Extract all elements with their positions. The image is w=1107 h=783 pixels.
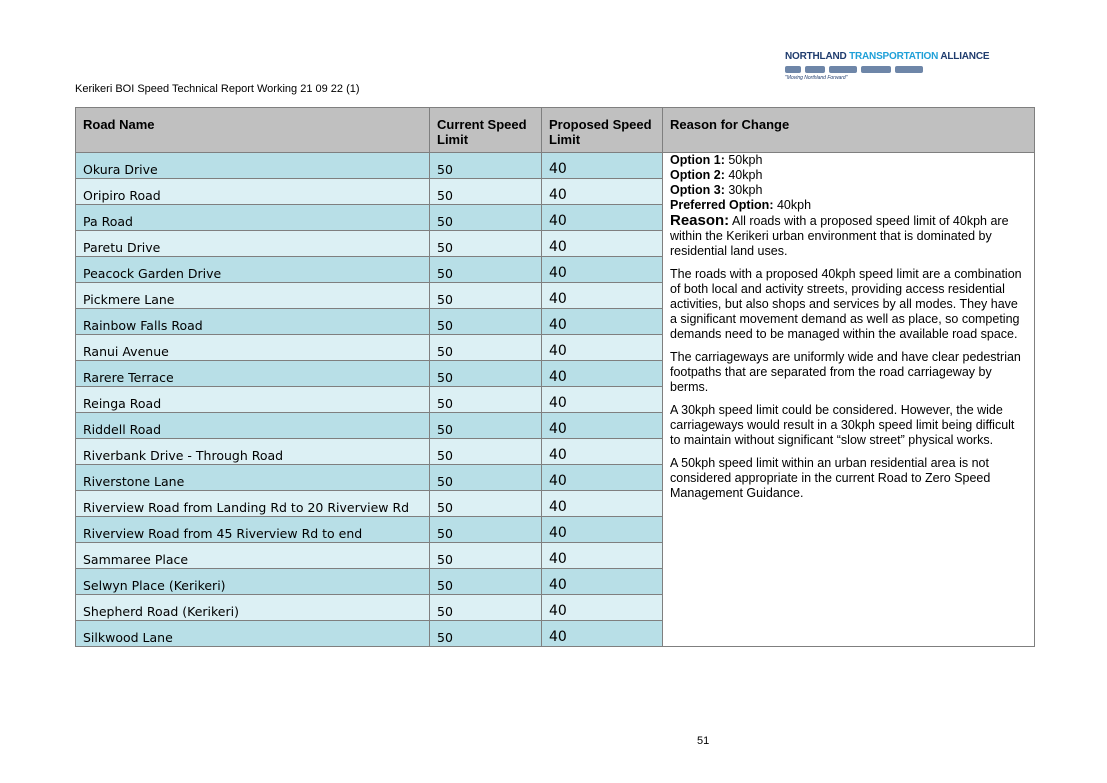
road-name-cell: Peacock Garden Drive [76,257,430,283]
road-name-cell: Silkwood Lane [76,621,430,647]
road-name-cell: Rainbow Falls Road [76,309,430,335]
proposed-speed-cell: 40 [542,361,663,387]
logo-tagline: "Moving Northland Forward" [785,75,848,81]
proposed-speed-cell: 40 [542,569,663,595]
current-speed-cell: 50 [430,413,542,439]
road-name-cell: Riverstone Lane [76,465,430,491]
page-number: 51 [697,735,710,747]
road-name-cell: Riddell Road [76,413,430,439]
road-name-cell: Okura Drive [76,153,430,179]
road-name-cell: Reinga Road [76,387,430,413]
proposed-speed-cell: 40 [542,439,663,465]
road-name-cell: Paretu Drive [76,231,430,257]
proposed-speed-cell: 40 [542,309,663,335]
current-speed-cell: 50 [430,231,542,257]
current-speed-cell: 50 [430,517,542,543]
current-speed-cell: 50 [430,257,542,283]
current-speed-cell: 50 [430,569,542,595]
current-speed-cell: 50 [430,387,542,413]
proposed-speed-cell: 40 [542,465,663,491]
table-row [76,153,1035,179]
proposed-speed-cell: 40 [542,179,663,205]
road-name-cell: Riverbank Drive - Through Road [76,439,430,465]
road-name-cell: Sammaree Place [76,543,430,569]
proposed-speed-cell: 40 [542,491,663,517]
current-speed-cell: 50 [430,595,542,621]
road-name-cell: Riverview Road from 45 Riverview Rd to end [76,517,430,543]
road-name-cell: Oripiro Road [76,179,430,205]
proposed-speed-cell: 40 [542,205,663,231]
proposed-speed-cell: 40 [542,543,663,569]
proposed-speed-cell: 40 [542,231,663,257]
header-reason: Reason for Change [663,108,1035,153]
current-speed-cell: 50 [430,439,542,465]
current-speed-cell: 50 [430,621,542,647]
proposed-speed-cell: 40 [542,153,663,179]
table-header-row [76,108,1035,153]
partner-logos [785,64,953,74]
proposed-speed-cell: 40 [542,621,663,647]
road-name-cell: Shepherd Road (Kerikeri) [76,595,430,621]
proposed-speed-cell: 40 [542,387,663,413]
logo-title: NORTHLAND TRANSPORTATION ALLIANCE [785,51,990,62]
header-road-name: Road Name [76,108,430,153]
speed-limit-table [75,107,1035,647]
report-title: Kerikeri BOI Speed Technical Report Working 21 09 22 (1) [75,83,360,95]
current-speed-cell: 50 [430,179,542,205]
road-name-cell: Ranui Avenue [76,335,430,361]
current-speed-cell: 50 [430,153,542,179]
current-speed-cell: 50 [430,361,542,387]
current-speed-cell: 50 [430,543,542,569]
proposed-speed-cell: 40 [542,413,663,439]
header-current-speed: Current Speed Limit [430,108,542,153]
reason-for-change-cell: Option 1: 50kph Option 2: 40kph Option 3: 30kph Preferred Option: 40kph Reason: All roads with a proposed speed limit of 40kph are within the Kerikeri urban environment that is dominated by residential land uses. The roads with a proposed 40kph speed limit are a combination of both local and activity streets, providing access residential activities, but also shops and services by all modes. They have a significant movement demand as well as place, so competing demands need to be managed within the available road space. The carriageways are uniformly wide and have clear pedestrian footpaths that are separated from the road carriageway by berms. A 30kph speed limit could be considered. However, the wide carriageways would result in a 30kph speed limit being difficult to maintain without significant “slow street” physical works. A 50kph speed limit within an urban residential area is not considered appropriate in the current Road to Zero Speed Management Guidance. [663,153,1035,647]
header-proposed-speed: Proposed Speed Limit [542,108,663,153]
proposed-speed-cell: 40 [542,517,663,543]
road-name-cell: Rarere Terrace [76,361,430,387]
current-speed-cell: 50 [430,465,542,491]
northland-transportation-alliance-logo [785,51,990,83]
road-name-cell: Pa Road [76,205,430,231]
current-speed-cell: 50 [430,205,542,231]
proposed-speed-cell: 40 [542,283,663,309]
current-speed-cell: 50 [430,335,542,361]
road-name-cell: Riverview Road from Landing Rd to 20 Riverview Rd [76,491,430,517]
proposed-speed-cell: 40 [542,595,663,621]
proposed-speed-cell: 40 [542,257,663,283]
current-speed-cell: 50 [430,491,542,517]
current-speed-cell: 50 [430,309,542,335]
current-speed-cell: 50 [430,283,542,309]
proposed-speed-cell: 40 [542,335,663,361]
road-name-cell: Selwyn Place (Kerikeri) [76,569,430,595]
road-name-cell: Pickmere Lane [76,283,430,309]
